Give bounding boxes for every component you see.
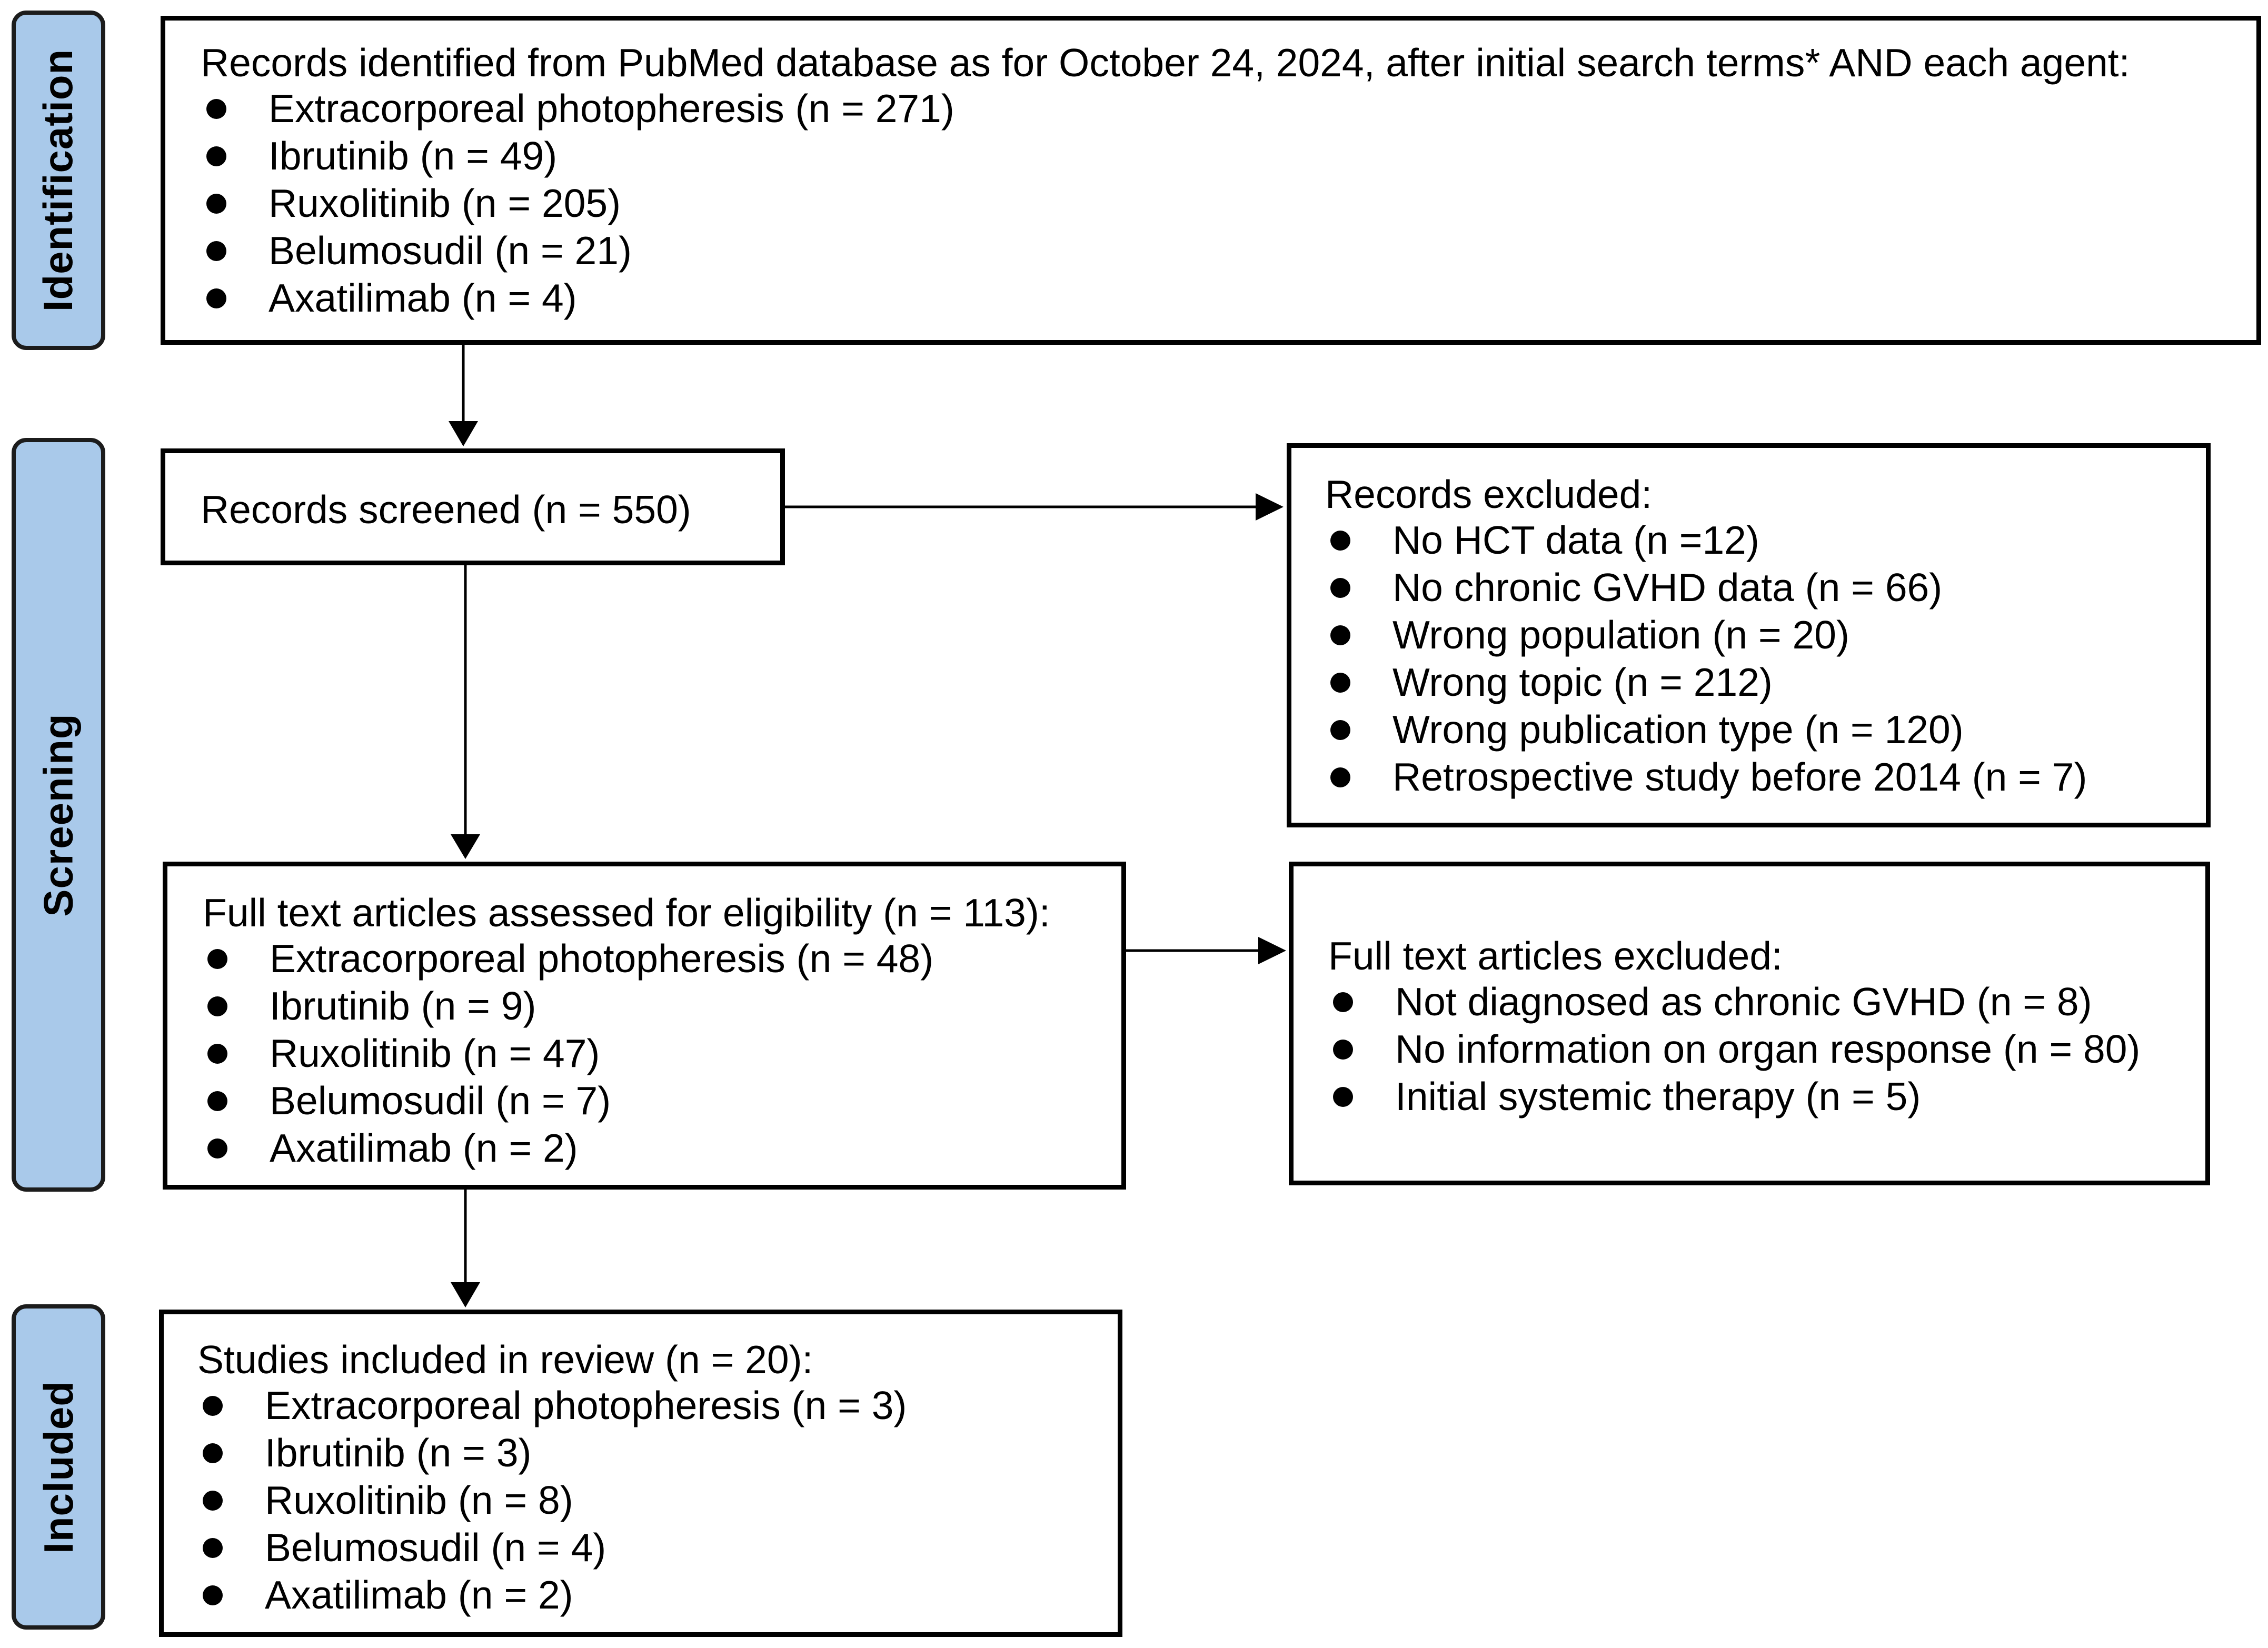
box-title: Records excluded: <box>1325 472 1653 516</box>
arrowhead <box>451 834 480 859</box>
box-title: Full text articles excluded: <box>1328 934 1783 978</box>
stage-label-text: Identification <box>35 48 82 312</box>
list-item-text: Ibrutinib (n = 3) <box>265 1431 532 1475</box>
list-item-text: Ruxolitinib (n = 205) <box>268 181 621 225</box>
list-item-text: Belumosudil (n = 21) <box>268 228 632 273</box>
box-title: Records screened (n = 550) <box>201 487 691 532</box>
box-title: Full text articles assessed for eligibility (n = 113): <box>203 891 1050 935</box>
box-title: Records identified from PubMed database as for October 24, 2024, after initial search terms* AND each agent: <box>201 41 2130 85</box>
list-item-text: Ruxolitinib (n = 47) <box>270 1031 600 1075</box>
list-item-text: Belumosudil (n = 7) <box>270 1078 611 1123</box>
stage-label-text: Included <box>35 1380 82 1554</box>
list-item-text: Belumosudil (n = 4) <box>265 1525 606 1570</box>
list-item-text: Ibrutinib (n = 9) <box>270 984 536 1028</box>
list-item-text: Initial systemic therapy (n = 5) <box>1395 1074 1921 1118</box>
arrowhead <box>449 421 478 446</box>
stage-label-text: Screening <box>35 713 82 917</box>
list-item-text: Wrong population (n = 20) <box>1392 613 1849 657</box>
list-item-text: Axatilimab (n = 2) <box>270 1126 578 1170</box>
list-item-text: Axatilimab (n = 4) <box>268 276 577 320</box>
box-title: Studies included in review (n = 20): <box>197 1337 813 1382</box>
list-item-text: Extracorporeal photopheresis (n = 48) <box>270 936 934 981</box>
list-item-text: Ibrutinib (n = 49) <box>268 134 558 178</box>
list-item-text: Axatilimab (n = 2) <box>265 1573 573 1617</box>
list-item-text: No information on organ response (n = 80) <box>1395 1027 2141 1071</box>
list-item-text: No HCT data (n =12) <box>1392 518 1759 562</box>
list-item-text: Wrong publication type (n = 120) <box>1392 707 1964 752</box>
list-item-text: Ruxolitinib (n = 8) <box>265 1478 573 1522</box>
list-item-text: Wrong topic (n = 212) <box>1392 660 1773 704</box>
arrowhead <box>1256 493 1284 521</box>
list-item-text: Extracorporeal photopheresis (n = 3) <box>265 1383 907 1427</box>
arrowhead <box>1258 937 1286 964</box>
list-item-text: Not diagnosed as chronic GVHD (n = 8) <box>1395 980 2092 1024</box>
arrowhead <box>451 1282 480 1307</box>
list-item-text: No chronic GVHD data (n = 66) <box>1392 565 1943 610</box>
list-item-text: Retrospective study before 2014 (n = 7) <box>1392 755 2087 799</box>
list-item-text: Extracorporeal photopheresis (n = 271) <box>268 86 954 131</box>
